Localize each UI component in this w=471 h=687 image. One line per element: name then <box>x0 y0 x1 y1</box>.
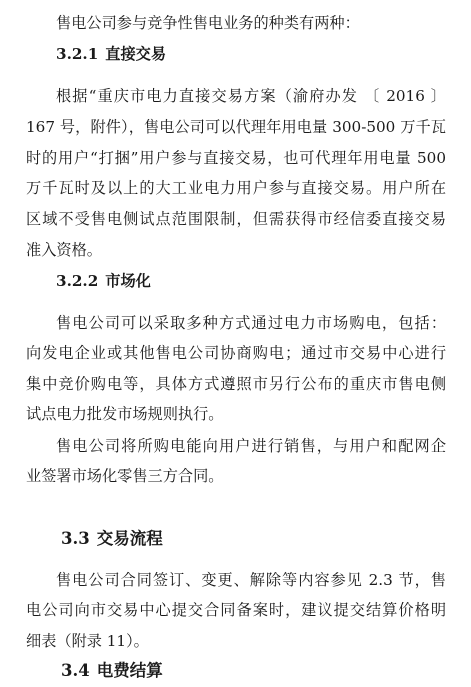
paragraph-line: 167 号，附件），售电公司可以代理年用电量 300-500 万千瓦 <box>26 118 446 136</box>
paragraph-line: 根据“重庆市电力直接交易方案（渝府办发 〔 2016 〕 <box>56 87 446 105</box>
paragraph-line: 区域不受售电侧试点范围限制，但需获得市经信委直接交易 <box>26 210 446 228</box>
paragraph-line: 准入资格。 <box>26 241 102 259</box>
intro-text: 售电公司参与竞争性售电业务的种类有两种： <box>56 14 360 32</box>
section-3-4-heading <box>61 660 163 682</box>
section-3-3-heading <box>61 528 163 550</box>
paragraph-line: 时的用户“打捆”用户参与直接交易，也可代理年用电量 500 <box>26 149 446 167</box>
section-number: 3.2.2 <box>56 272 99 290</box>
paragraph-line: 电公司向市交易中心提交合同备案时，建议提交结算价格明 <box>26 601 446 619</box>
paragraph-line: 细表（附录 11）。 <box>26 632 149 650</box>
paragraph-line: 售电公司合同签订、变更、解除等内容参见 2.3 节，售 <box>56 571 446 589</box>
section-title: 直接交易 <box>105 45 167 63</box>
section-title: 电费结算 <box>96 661 163 680</box>
section-title: 市场化 <box>105 272 151 290</box>
section-3-2-2-heading <box>56 271 151 291</box>
paragraph-line: 售电公司将所购电能向用户进行销售，与用户和配网企 <box>56 437 446 455</box>
section-number: 3.2.1 <box>56 45 99 63</box>
paragraph-line: 业签署市场化零售三方合同。 <box>26 467 224 485</box>
section-title: 交易流程 <box>96 529 163 548</box>
paragraph-line: 向发电企业或其他售电公司协商购电；通过市交易中心进行 <box>26 344 446 362</box>
section-number: 3.4 <box>61 661 90 680</box>
section-number: 3.3 <box>61 529 90 548</box>
section-3-2-1-heading <box>56 44 166 64</box>
paragraph-line: 试点电力批发市场规则执行。 <box>26 405 224 423</box>
paragraph-line: 集中竞价购电等，具体方式遵照市另行公布的重庆市售电侧 <box>26 375 446 393</box>
paragraph-line: 售电公司可以采取多种方式通过电力市场购电，包括： <box>56 314 446 332</box>
paragraph-line: 万千瓦时及以上的大工业电力用户参与直接交易。用户所在 <box>26 179 446 197</box>
